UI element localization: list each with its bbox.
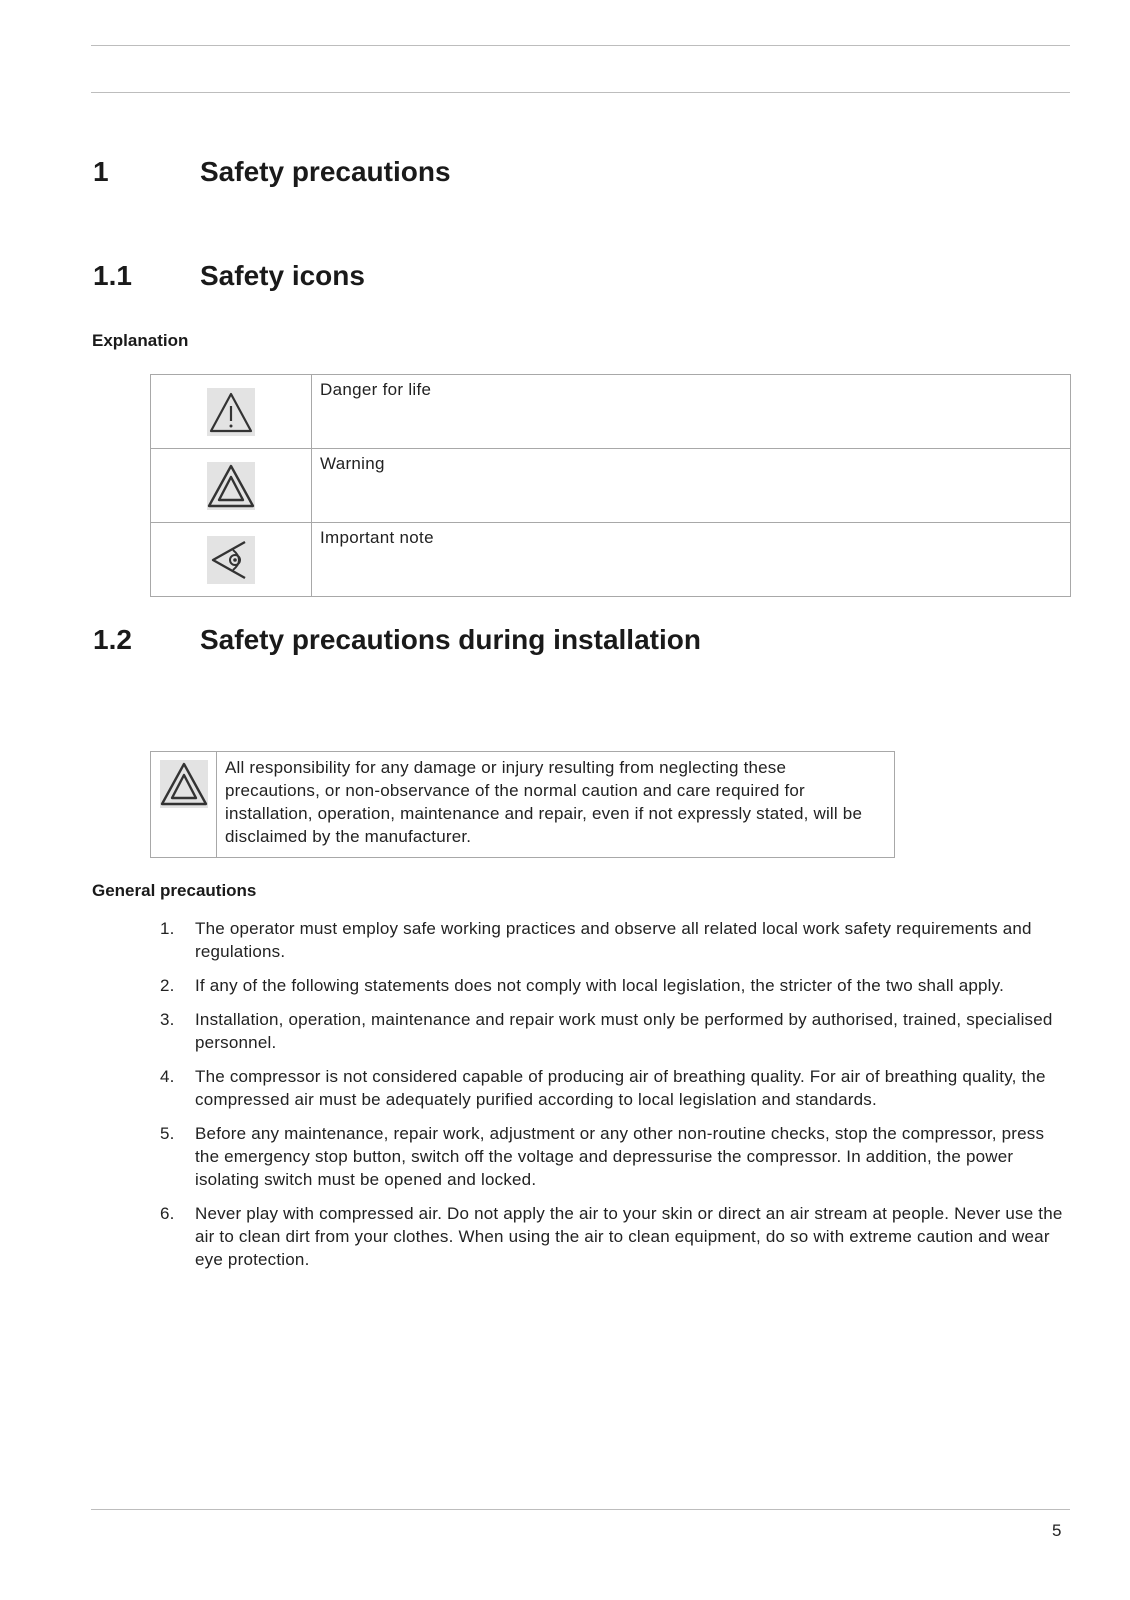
item-number: 5. [160, 1124, 175, 1143]
icon-label: Danger for life [312, 375, 1071, 449]
icon-label: Important note [312, 523, 1071, 597]
footer-rule [91, 1509, 1070, 1510]
table-row [151, 449, 1071, 523]
disclaimer-notice [150, 751, 895, 858]
safety-icons-table [150, 374, 1071, 597]
section-title: Safety precautions [200, 156, 451, 187]
icon-cell [151, 523, 312, 597]
icon-cell [151, 375, 312, 449]
header-rule-bottom [91, 92, 1070, 93]
icon-cell [151, 449, 312, 523]
section-title: Safety precautions during installation [200, 624, 701, 655]
warning-icon [207, 462, 255, 510]
item-text: If any of the following statements does not comply with local legislation, the stricter of the two shall apply. [195, 976, 1005, 995]
item-number: 4. [160, 1067, 175, 1086]
section-title: Safety icons [200, 260, 365, 291]
list-item [150, 1122, 1072, 1191]
section-number: 1.1 [93, 260, 132, 291]
page-number: 5 [1052, 1521, 1062, 1540]
table-row [151, 375, 1071, 449]
warning-icon [160, 760, 208, 808]
item-number: 6. [160, 1204, 175, 1223]
notice-text: All responsibility for any damage or injury resulting from neglecting these precautions, or non-observance of the normal caution and care required for installation, operation, maintenance and repair, even if not expressly stated, will be disclaimed by the manufacturer. [217, 752, 895, 858]
item-text: Before any maintenance, repair work, adjustment or any other non-routine checks, stop the compressor, press the emergency stop button, switch off the voltage and depressurise the compressor. In addition, the power isolating switch must be opened and locked. [195, 1124, 1045, 1189]
item-text: Never play with compressed air. Do not apply the air to your skin or direct an air stream at people. Never use the air to clean dirt from your clothes. When using the air to clean equipment, do so with extreme caution and wear eye protection. [195, 1204, 1063, 1269]
item-number: 3. [160, 1010, 175, 1029]
section-number: 1.2 [93, 624, 132, 655]
list-item [150, 974, 1072, 997]
item-text: The operator must employ safe working practices and observe all related local work safety requirements and regulations. [195, 919, 1032, 961]
item-number: 2. [160, 976, 175, 995]
list-item [150, 1065, 1072, 1111]
danger-for-life-icon [207, 388, 255, 436]
general-precautions-label: General precautions [92, 881, 257, 900]
item-number: 1. [160, 919, 175, 938]
icon-label: Warning [312, 449, 1071, 523]
list-item [150, 1008, 1072, 1054]
precautions-list [150, 917, 1072, 1282]
important-note-icon [207, 536, 255, 584]
explanation-label: Explanation [92, 331, 189, 350]
item-text: Installation, operation, maintenance and repair work must only be performed by authorised, trained, specialised personnel. [195, 1010, 1053, 1052]
table-row [151, 523, 1071, 597]
list-item [150, 917, 1072, 963]
list-item [150, 1202, 1072, 1271]
header-rule-top [91, 45, 1070, 46]
section-number: 1 [93, 156, 109, 187]
table-row [151, 752, 895, 858]
item-text: The compressor is not considered capable of producing air of breathing quality. For air of breathing quality, the compressed air must be adequately purified according to local legislation and standards. [195, 1067, 1046, 1109]
icon-cell [151, 752, 217, 858]
